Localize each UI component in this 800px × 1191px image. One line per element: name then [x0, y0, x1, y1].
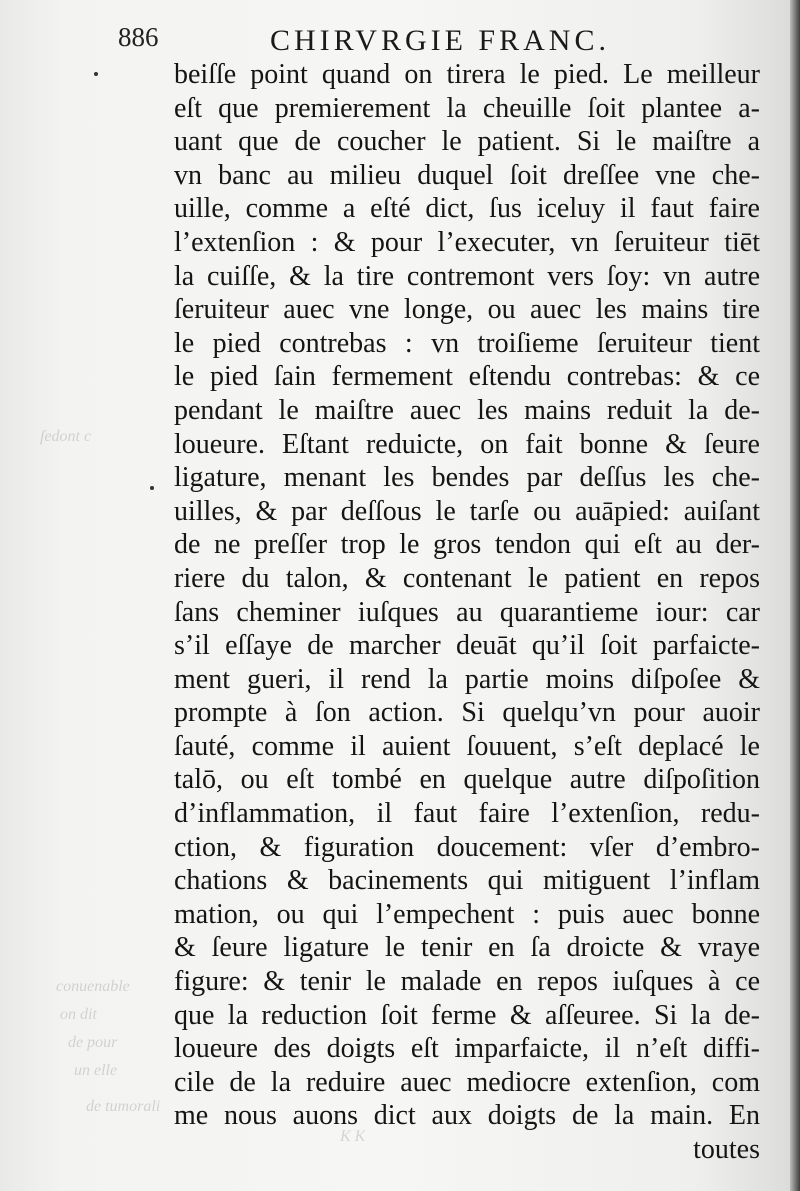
text-line: le pied contrebas : vn troiſieme ſeruiteur tient: [174, 327, 760, 359]
margin-speck: [150, 486, 154, 490]
text-line: loueure. Eſtant reduicte, on fait bonne & ſeure: [174, 428, 760, 460]
text-line: la cuiſſe, & la tire contremont vers ſoy: vn autre: [174, 260, 760, 292]
text-line: prompte à ſon action. Si quelqu’vn pour auoir: [174, 697, 760, 729]
text-line: riere du talon, & contenant le patient en repos: [174, 562, 760, 594]
text-line: uilles, & par deſſous le tarſe ou auāpied: auiſant: [174, 495, 760, 527]
text-line: l’extenſion : & pour l’executer, vn ſeruiteur tiēt: [174, 226, 760, 258]
running-head: CHIRVRGIE FRANC.: [270, 24, 610, 57]
text-line: loueure des doigts eſt imparfaicte, il n’eſt diffi-: [174, 1033, 760, 1065]
show-through-text: de tumorali: [86, 1098, 161, 1115]
text-line: me nous auons dict aux doigts de la main. En: [174, 1100, 760, 1132]
show-through-text: un elle: [74, 1062, 118, 1079]
text-line: ſauté, comme il auient ſouuent, s’eſt deplacé le: [174, 730, 760, 762]
text-line: ligature, menant les bendes par deſſus les che-: [174, 462, 760, 494]
text-line: uille, comme a eſté dict, ſus iceluy il faut faire: [174, 193, 760, 225]
text-line: chations & bacinements qui mitiguent l’inflam: [174, 865, 760, 897]
text-line: vn banc au milieu duquel ſoit dreſſee vne che-: [174, 159, 760, 191]
page-header: [112, 14, 672, 60]
show-through-text: ſedont c: [40, 428, 92, 445]
margin-speck: [94, 72, 98, 76]
text-line: uant que de coucher le patient. Si le maiſtre a: [174, 126, 760, 158]
text-line: ſans cheminer iuſques au quarantieme iour: car: [174, 596, 760, 628]
show-through-text: de pour: [68, 1034, 118, 1051]
body-text: [174, 58, 760, 1167]
text-line: ſeruiteur auec vne longe, ou auec les mains tire: [174, 294, 760, 326]
text-line: ment gueri, il rend la partie moins diſpoſee &: [174, 663, 760, 695]
text-line: cile de la reduire auec mediocre extenſion, com: [174, 1066, 760, 1098]
text-line: mation, ou qui l’empechent : puis auec bonne: [174, 898, 760, 930]
text-line: s’il eſſaye de marcher deuāt qu’il ſoit parfaicte-: [174, 630, 760, 662]
catchword: toutes: [693, 1134, 760, 1165]
text-line: le pied ſain fermement eſtendu contrebas: & ce: [174, 361, 760, 393]
text-line: talō, ou eſt tombé en quelque autre diſpoſition: [174, 764, 760, 796]
text-line: de ne preſſer trop le gros tendon qui eſt au der-: [174, 529, 760, 561]
page-number: 886: [118, 22, 159, 52]
show-through-text: on dit: [60, 1006, 97, 1023]
text-line: figure: & tenir le malade en repos iuſques à ce: [174, 966, 760, 998]
page-edge: [790, 0, 800, 1191]
text-line: ction, & figuration doucement: vſer d’embro-: [174, 831, 760, 863]
text-line: & ſeure ligature le tenir en ſa droicte & vraye: [174, 932, 760, 964]
text-line: beiſſe point quand on tirera le pied. Le meilleur: [174, 59, 760, 90]
text-line: d’inflammation, il faut faire l’extenſion, redu-: [174, 798, 760, 830]
show-through-text: conuenable: [56, 978, 130, 995]
text-line: que la reduction ſoit ferme & aſſeuree. Si la de-: [174, 999, 760, 1031]
text-line: pendant le maiſtre auec les mains reduit la de-: [174, 394, 760, 426]
show-through-text: K K: [340, 1128, 366, 1145]
text-line: eſt que premierement la cheuille ſoit plantee a-: [174, 92, 760, 124]
